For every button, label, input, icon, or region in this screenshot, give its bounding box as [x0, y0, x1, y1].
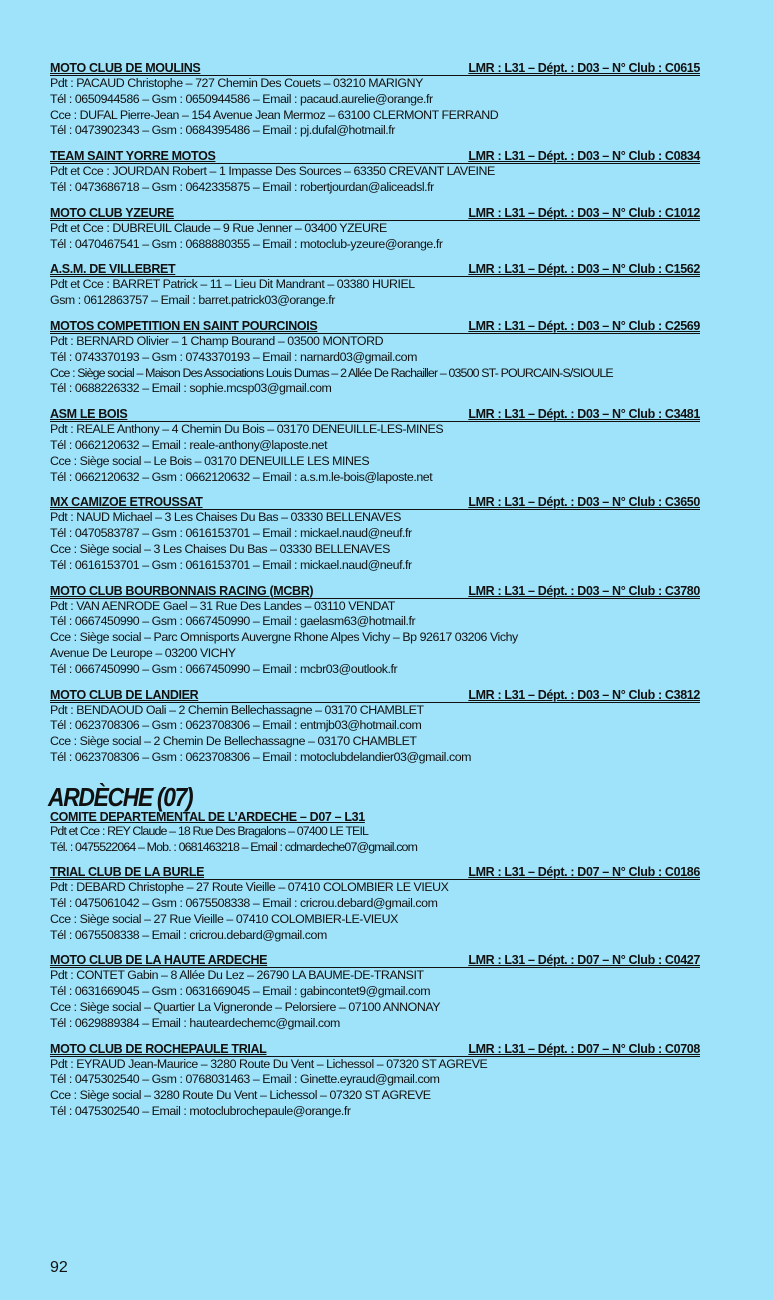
club-info-line: Tél : 0470583787 – Gsm : 0616153701 – Email : mickael.naud@neuf.fr — [50, 526, 412, 541]
comite-line: Pdt et Cce : REY Claude – 18 Rue Des Bragalons – 07400 LE TEIL — [50, 823, 369, 838]
club-info-line: Pdt : REALE Anthony – 4 Chemin Du Bois – 03170 DENEUILLE-LES-MINES — [50, 422, 444, 437]
club-name: MOTO CLUB DE MOULINS — [50, 61, 201, 75]
club-info-line: Pdt : PACAUD Christophe – 727 Chemin Des Couets – 03210 MARIGNY — [50, 76, 423, 90]
club-name: MOTO CLUB DE LANDIER — [50, 687, 199, 702]
club-list-ardeche — [50, 865, 700, 1120]
club-info-line: Tél : 0616153701 – Gsm : 0616153701 – Email : mickael.naud@neuf.fr — [50, 557, 412, 572]
club-info-line: Pdt : BENDAOUD Oali – 2 Chemin Bellechassagne – 03170 CHAMBLET — [50, 702, 424, 717]
club-header — [50, 495, 700, 510]
club-lmr: LMR : L31 – Dépt. : D03 – N° Club : C2569 — [468, 318, 700, 333]
club-name: TEAM SAINT YORRE MOTOS — [50, 149, 216, 164]
club-info-line: Cce : Siège social – 27 Rue Vieille – 07410 COLOMBIER-LE-VIEUX — [50, 911, 398, 926]
club-info-line: Cce : Siège social – Quartier La Vigneronde – Pelorsiere – 07100 ANNONAY — [50, 1000, 441, 1015]
comite-ardeche — [50, 810, 700, 856]
club-name: MOTOS COMPETITION EN SAINT POURCINOIS — [50, 318, 318, 333]
club-info-line: Tél : 0623708306 – Gsm : 0623708306 – Email : motoclubdelandier03@gmail.com — [50, 749, 472, 764]
club-info-line: Gsm : 0612863757 – Email : barret.patrick03@orange.fr — [50, 293, 335, 308]
club-header — [50, 61, 700, 76]
club-entry — [50, 688, 700, 766]
club-header — [50, 319, 700, 334]
club-entry — [50, 206, 700, 253]
club-name: MOTO CLUB BOURBONNAIS RACING (MCBR) — [50, 583, 314, 598]
club-info-line: Tél : 0688226332 – Email : sophie.mcsp03@gmail.com — [50, 381, 332, 396]
club-lmr: LMR : L31 – Dépt. : D07 – N° Club : C0427 — [468, 953, 700, 968]
club-lmr: LMR : L31 – Dépt. : D03 – N° Club : C3812 — [468, 687, 700, 702]
club-info-line: Cce : Siège social – Maison Des Associations Louis Dumas – 2 Allée De Rachailler – 03500 ST- POURCAIN-S/SIOULE — [50, 365, 613, 380]
section-title-ardeche: ARDÈCHE (07) — [48, 781, 193, 812]
club-info-line: Pdt : BERNARD Olivier – 1 Champ Bourand – 03500 MONTORD — [50, 333, 384, 348]
club-header — [50, 688, 700, 703]
club-name: MOTO CLUB YZEURE — [50, 205, 174, 220]
club-header — [50, 262, 700, 277]
club-header — [50, 584, 700, 599]
club-entry — [50, 262, 700, 309]
club-info-line: Pdt : CONTET Gabin – 8 Allée Du Lez – 26790 LA BAUME-DE-TRANSIT — [50, 968, 424, 983]
club-info-line: Pdt : EYRAUD Jean-Maurice – 3280 Route Du Vent – Lichessol – 07320 ST AGREVE — [50, 1056, 488, 1071]
club-entry — [50, 319, 700, 397]
club-info-line: Tél : 0743370193 – Gsm : 0743370193 – Email : narnard03@gmail.com — [50, 349, 417, 364]
club-header — [50, 149, 700, 164]
club-info-line: Cce : Siège social – Le Bois – 03170 DENEUILLE LES MINES — [50, 453, 370, 468]
club-header — [50, 206, 700, 221]
club-header — [50, 865, 700, 880]
club-entry — [50, 407, 700, 485]
club-lmr: LMR : L31 – Dépt. : D03 – N° Club : C3650 — [468, 495, 700, 510]
club-entry — [50, 149, 700, 196]
club-lmr: LMR : L31 – Dépt. : D03 – N° Club : C0834 — [468, 149, 700, 164]
comite-line: Tél. : 0475522064 – Mob. : 0681463218 – Email : cdmardeche07@gmail.com — [50, 839, 418, 854]
club-list-allier — [50, 61, 700, 766]
club-lmr: LMR : L31 – Dépt. : D07 – N° Club : C0186 — [468, 865, 700, 880]
club-info-line: Tél : 0473902343 – Gsm : 0684395486 – Email : pj.dufal@hotmail.fr — [50, 123, 395, 138]
club-entry — [50, 495, 700, 573]
club-entry — [50, 1042, 700, 1120]
club-info-line: Pdt et Cce : JOURDAN Robert – 1 Impasse Des Sources – 63350 CREVANT LAVEINE — [50, 164, 495, 179]
club-info-line: Cce : DUFAL Pierre-Jean – 154 Avenue Jean Mermoz – 63100 CLERMONT FERRAND — [50, 107, 499, 122]
club-entry — [50, 865, 700, 943]
club-name: A.S.M. DE VILLEBRET — [50, 262, 176, 277]
club-entry — [50, 584, 700, 678]
club-lmr: LMR : L31 – Dépt. : D03 – N° Club : C1012 — [468, 205, 700, 220]
club-info-line: Tél : 0667450990 – Gsm : 0667450990 – Email : mcbr03@outlook.fr — [50, 661, 398, 676]
club-header — [50, 1042, 700, 1057]
club-info-line: Cce : Siège social – 3 Les Chaises Du Bas – 03330 BELLENAVES — [50, 541, 390, 556]
club-info-line: Tél : 0675508338 – Email : cricrou.debard@gmail.com — [50, 927, 327, 942]
club-lmr: LMR : L31 – Dépt. : D07 – N° Club : C0708 — [468, 1041, 700, 1056]
club-entry — [50, 61, 700, 139]
club-info-line: Tél : 0475302540 – Gsm : 0768031463 – Email : Ginette.eyraud@gmail.com — [50, 1072, 440, 1087]
club-info-line: Tél : 0623708306 – Gsm : 0623708306 – Email : entmjb03@hotmail.com — [50, 718, 422, 733]
club-info-line: Tél : 0631669045 – Gsm : 0631669045 – Email : gabincontet9@gmail.com — [50, 984, 431, 999]
club-lmr: LMR : L31 – Dépt. : D03 – N° Club : C0615 — [468, 61, 700, 75]
club-info-line: Tél : 0667450990 – Gsm : 0667450990 – Email : gaelasm63@hotmail.fr — [50, 614, 416, 629]
club-info-line: Tél : 0629889384 – Email : hauteardechemc@gmail.com — [50, 1015, 340, 1030]
club-info-line: Tél : 0470467541 – Gsm : 0688880355 – Email : motoclub-yzeure@orange.fr — [50, 236, 443, 251]
club-info-line: Pdt : DEBARD Christophe – 27 Route Vieille – 07410 COLOMBIER LE VIEUX — [50, 880, 449, 895]
club-info-line: Tél : 0475061042 – Gsm : 0675508338 – Email : cricrou.debard@gmail.com — [50, 896, 438, 911]
club-name: MOTO CLUB DE LA HAUTE ARDECHE — [50, 953, 268, 968]
club-lmr: LMR : L31 – Dépt. : D03 – N° Club : C3780 — [468, 583, 700, 598]
club-info-line: Cce : Siège social – 3280 Route Du Vent – Lichessol – 07320 ST AGREVE — [50, 1088, 431, 1103]
club-name: MOTO CLUB DE ROCHEPAULE TRIAL — [50, 1041, 267, 1056]
page-content — [50, 61, 700, 1130]
club-info-line: Cce : Siège social – 2 Chemin De Bellechassagne – 03170 CHAMBLET — [50, 734, 417, 749]
club-info-line: Tél : 0475302540 – Email : motoclubrochepaule@orange.fr — [50, 1104, 351, 1119]
club-info-line: Cce : Siège social – Parc Omnisports Auvergne Rhone Alpes Vichy – Bp 92617 03206 Vichy — [50, 630, 518, 645]
club-header — [50, 407, 700, 422]
club-info-line: Tél : 0473686718 – Gsm : 0642335875 – Email : robertjourdan@aliceadsl.fr — [50, 179, 434, 194]
club-entry — [50, 953, 700, 1031]
club-info-line: Pdt et Cce : BARRET Patrick – 11 – Lieu Dit Mandrant – 03380 HURIEL — [50, 277, 415, 292]
club-name: TRIAL CLUB DE LA BURLE — [50, 865, 205, 880]
club-name: MX CAMIZOE ETROUSSAT — [50, 495, 203, 510]
comite-name: COMITE DEPARTEMENTAL DE L’ARDECHE – D07 – L31 — [50, 809, 365, 824]
club-info-line: Tél : 0662120632 – Email : reale-anthony@laposte.net — [50, 437, 328, 452]
club-name: ASM LE BOIS — [50, 407, 128, 422]
club-lmr: LMR : L31 – Dépt. : D03 – N° Club : C3481 — [468, 407, 700, 422]
club-info-line: Tél : 0662120632 – Gsm : 0662120632 – Email : a.s.m.le-bois@laposte.net — [50, 469, 433, 484]
club-header — [50, 953, 700, 968]
club-info-line: Tél : 0650944586 – Gsm : 0650944586 – Email : pacaud.aurelie@orange.fr — [50, 91, 433, 106]
club-lmr: LMR : L31 – Dépt. : D03 – N° Club : C1562 — [468, 262, 700, 277]
club-info-line: Pdt et Cce : DUBREUIL Claude – 9 Rue Jenner – 03400 YZEURE — [50, 220, 387, 235]
club-info-line: Avenue De Leurope – 03200 VICHY — [50, 645, 236, 660]
club-info-line: Pdt : NAUD Michael – 3 Les Chaises Du Bas – 03330 BELLENAVES — [50, 510, 401, 525]
page-number: 92 — [50, 1259, 68, 1276]
club-info-line: Pdt : VAN AENRODE Gael – 31 Rue Des Landes – 03110 VENDAT — [50, 598, 395, 613]
